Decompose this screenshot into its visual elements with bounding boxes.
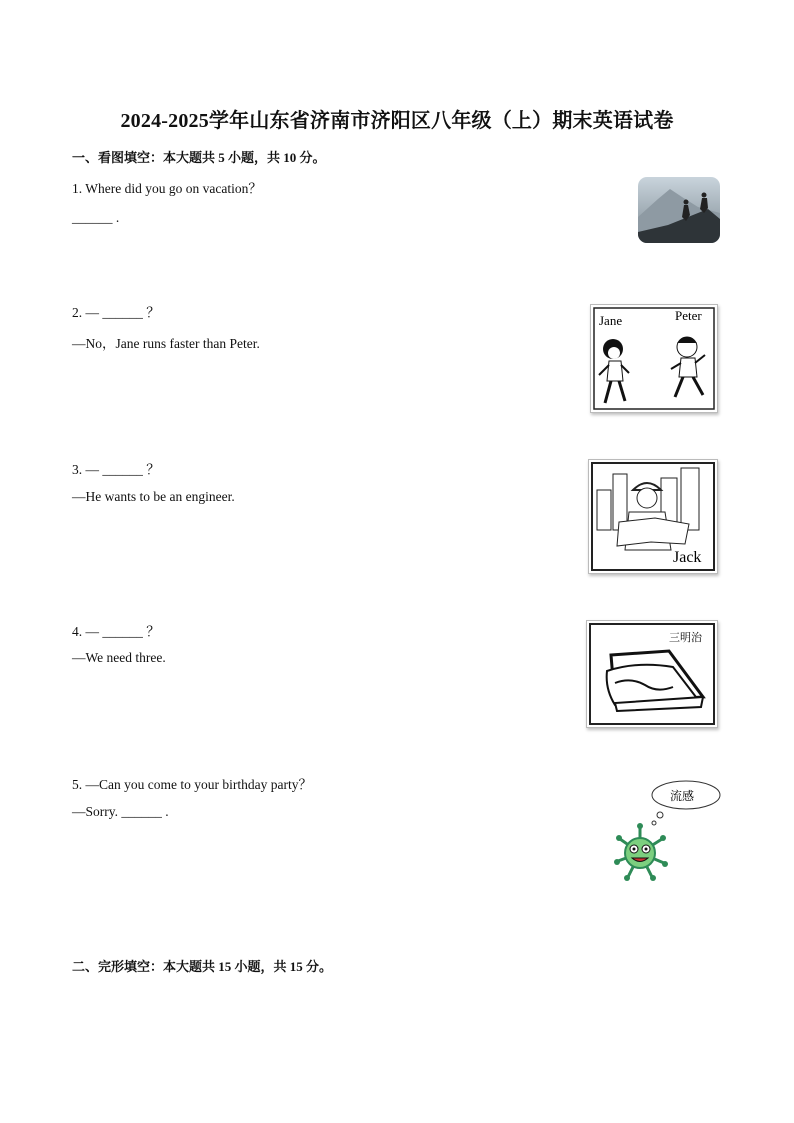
jack-label: Jack [673, 549, 702, 566]
question-1-answer-line: ______ . [72, 210, 120, 225]
engineer-image [588, 459, 718, 574]
section-1-heading: 一、看图填空：本大题共 5 小题，共 10 分。 [72, 150, 326, 165]
running-kids-image [590, 304, 718, 413]
question-3-prompt: 3. — ______ ？ [72, 462, 160, 477]
jane-label: Jane [599, 313, 623, 328]
question-4-prompt: 4. — ______ ？ [72, 624, 160, 639]
question-2-prompt: 2. — ______ ？ [72, 305, 160, 320]
question-5-prompt: 5. —Can you come to your birthday party？ [72, 777, 312, 792]
flu-virus-image [612, 775, 722, 885]
mountain-climbing-image [638, 177, 720, 243]
question-5-answer: —Sorry. ______ . [72, 804, 169, 819]
flu-bubble-label: 流感 [670, 789, 695, 803]
page-title: 2024-2025学年山东省济南市济阳区八年级（上）期末英语试卷 [120, 110, 674, 132]
question-4-answer: —We need three. [72, 650, 166, 665]
question-1-prompt: 1. Where did you go on vacation？ [72, 181, 262, 196]
sandwich-image [586, 620, 718, 728]
section-2-heading: 二、完形填空：本大题共 15 小题，共 15 分。 [72, 959, 333, 974]
sandwich-label: 三明治 [669, 631, 702, 644]
question-3-answer: —He wants to be an engineer. [72, 489, 235, 504]
peter-label: Peter [675, 308, 702, 323]
question-2-answer: —No，Jane runs faster than Peter. [72, 336, 260, 351]
